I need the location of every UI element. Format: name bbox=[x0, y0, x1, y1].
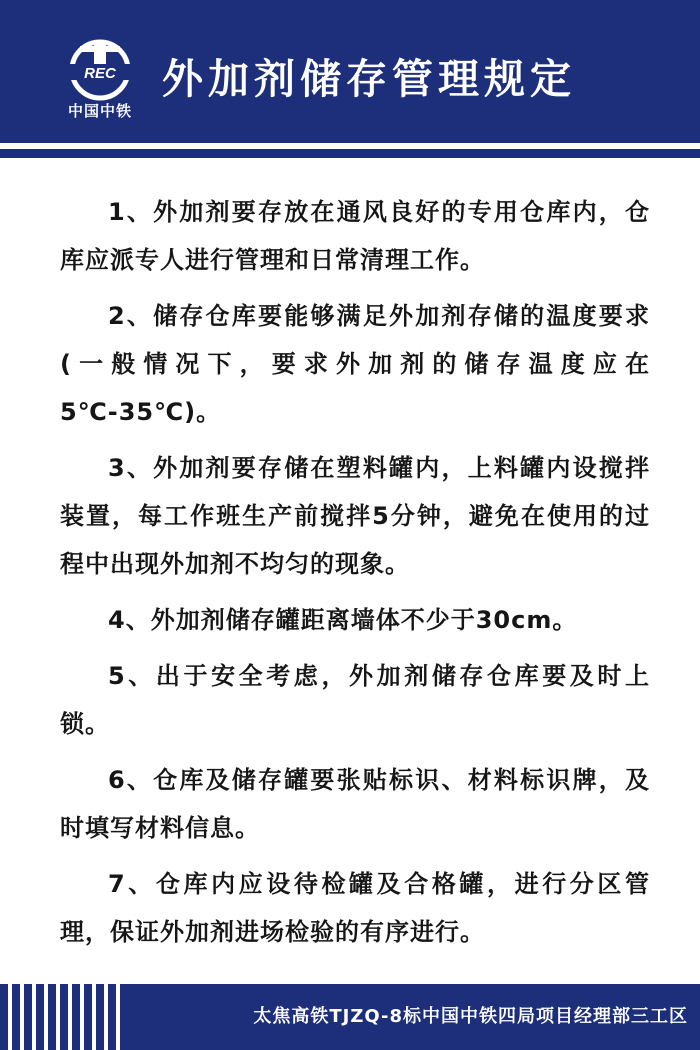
regulation-item: 5、出于安全考虑，外加剂储存仓库要及时上锁。 bbox=[60, 662, 650, 738]
header-banner bbox=[0, 0, 700, 143]
regulation-item: 7、仓库内应设待检罐及合格罐，进行分区管理，保证外加剂进场检验的有序进行。 bbox=[60, 870, 650, 946]
footer-banner bbox=[0, 984, 700, 1050]
regulation-item: 3、外加剂要存储在塑料罐内，上料罐内设搅拌装置，每工作班生产前搅拌5分钟，避免在使用的过程中出现外加剂不均匀的现象。 bbox=[60, 454, 650, 578]
logo-letters: REC bbox=[84, 65, 116, 82]
divider-stripe bbox=[0, 149, 700, 158]
divider-stripe bbox=[0, 158, 700, 163]
regulation-list bbox=[60, 188, 650, 964]
page-title: 外加剂储存管理规定 bbox=[162, 55, 576, 103]
regulation-item: 4、外加剂储存罐距离墙体不少于30cm。 bbox=[108, 606, 578, 634]
regulation-item: 1、外加剂要存放在通风良好的专用仓库内，仓库应派专人进行管理和日常清理工作。 bbox=[60, 198, 650, 274]
regulation-item: 6、仓库及储存罐要张贴标识、材料标识牌，及时填写材料信息。 bbox=[60, 766, 650, 842]
logo-caption: 中国中铁 bbox=[67, 102, 132, 120]
footer-stripes bbox=[0, 984, 120, 1050]
regulation-item: 2、储存仓库要能够满足外加剂存储的温度要求(一般情况下，要求外加剂的储存温度应在5℃-35℃)。 bbox=[60, 302, 650, 426]
footer-text: 太焦高铁TJZQ-8标中国中铁四局项目经理部三工区 bbox=[253, 1006, 688, 1027]
